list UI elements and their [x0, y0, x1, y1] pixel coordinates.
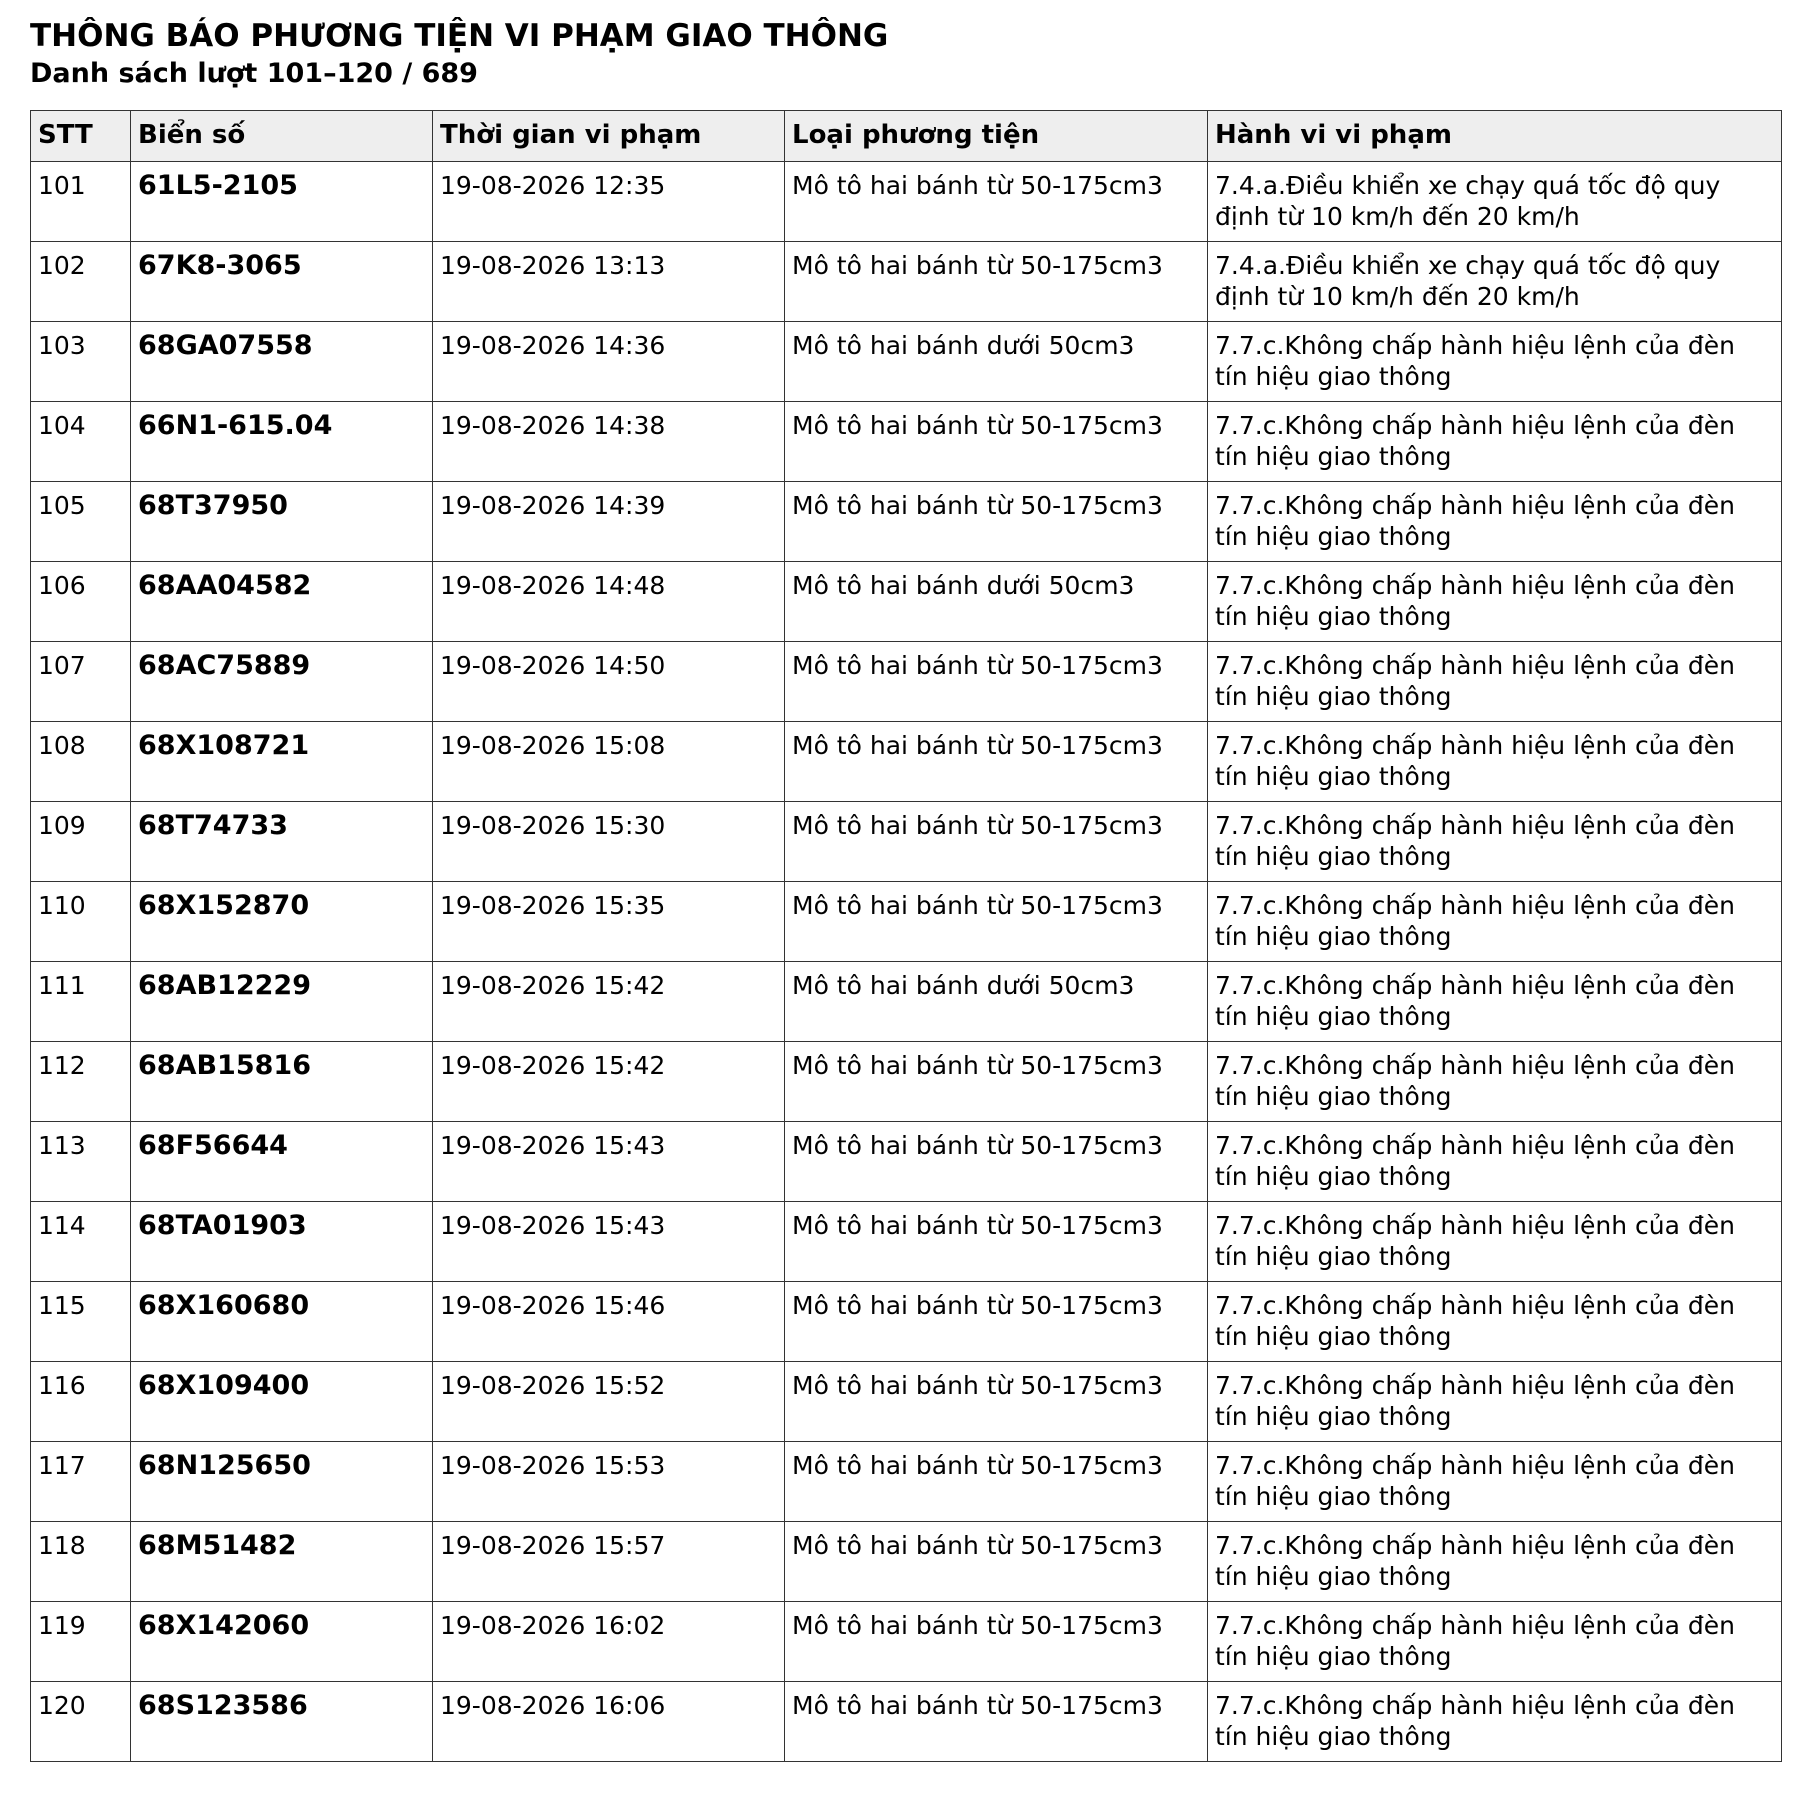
cell-stt: 106	[31, 562, 131, 642]
cell-plate: 68T37950	[131, 482, 433, 562]
cell-stt: 111	[31, 962, 131, 1042]
cell-vehicle-type: Mô tô hai bánh từ 50-175cm3	[785, 402, 1208, 482]
cell-plate: 61L5-2105	[131, 162, 433, 242]
cell-violation: 7.7.c.Không chấp hành hiệu lệnh của đèn tín hiệu giao thông	[1208, 1522, 1782, 1602]
cell-violation: 7.7.c.Không chấp hành hiệu lệnh của đèn tín hiệu giao thông	[1208, 482, 1782, 562]
cell-violation: 7.7.c.Không chấp hành hiệu lệnh của đèn tín hiệu giao thông	[1208, 1122, 1782, 1202]
cell-violation: 7.7.c.Không chấp hành hiệu lệnh của đèn tín hiệu giao thông	[1208, 642, 1782, 722]
cell-stt: 109	[31, 802, 131, 882]
cell-time: 19-08-2026 14:36	[433, 322, 785, 402]
cell-time: 19-08-2026 15:43	[433, 1122, 785, 1202]
table-header-row	[31, 111, 1782, 162]
column-header-time: Thời gian vi phạm	[433, 111, 785, 162]
table-row	[31, 162, 1782, 242]
cell-time: 19-08-2026 15:43	[433, 1202, 785, 1282]
cell-vehicle-type: Mô tô hai bánh từ 50-175cm3	[785, 882, 1208, 962]
cell-plate: 68X152870	[131, 882, 433, 962]
cell-stt: 104	[31, 402, 131, 482]
cell-violation: 7.7.c.Không chấp hành hiệu lệnh của đèn tín hiệu giao thông	[1208, 1282, 1782, 1362]
cell-plate: 68X109400	[131, 1362, 433, 1442]
cell-plate: 67K8-3065	[131, 242, 433, 322]
cell-time: 19-08-2026 14:50	[433, 642, 785, 722]
cell-plate: 68S123586	[131, 1682, 433, 1762]
table-row	[31, 1682, 1782, 1762]
cell-time: 19-08-2026 13:13	[433, 242, 785, 322]
table-row	[31, 1442, 1782, 1522]
cell-vehicle-type: Mô tô hai bánh từ 50-175cm3	[785, 162, 1208, 242]
table-row	[31, 1202, 1782, 1282]
cell-time: 19-08-2026 14:48	[433, 562, 785, 642]
cell-vehicle-type: Mô tô hai bánh từ 50-175cm3	[785, 1362, 1208, 1442]
cell-stt: 112	[31, 1042, 131, 1122]
cell-time: 19-08-2026 16:06	[433, 1682, 785, 1762]
cell-violation: 7.7.c.Không chấp hành hiệu lệnh của đèn tín hiệu giao thông	[1208, 802, 1782, 882]
column-header-vehicle-type: Loại phương tiện	[785, 111, 1208, 162]
cell-plate: 68T74733	[131, 802, 433, 882]
cell-time: 19-08-2026 15:08	[433, 722, 785, 802]
table-row	[31, 802, 1782, 882]
cell-vehicle-type: Mô tô hai bánh từ 50-175cm3	[785, 1442, 1208, 1522]
cell-time: 19-08-2026 16:02	[433, 1602, 785, 1682]
cell-plate: 68AA04582	[131, 562, 433, 642]
cell-time: 19-08-2026 15:53	[433, 1442, 785, 1522]
column-header-stt: STT	[31, 111, 131, 162]
cell-violation: 7.7.c.Không chấp hành hiệu lệnh của đèn tín hiệu giao thông	[1208, 402, 1782, 482]
column-header-plate: Biển số	[131, 111, 433, 162]
cell-time: 19-08-2026 14:38	[433, 402, 785, 482]
table-row	[31, 882, 1782, 962]
cell-plate: 68N125650	[131, 1442, 433, 1522]
table-row	[31, 642, 1782, 722]
cell-plate: 68TA01903	[131, 1202, 433, 1282]
cell-stt: 114	[31, 1202, 131, 1282]
cell-vehicle-type: Mô tô hai bánh từ 50-175cm3	[785, 1682, 1208, 1762]
cell-vehicle-type: Mô tô hai bánh từ 50-175cm3	[785, 1282, 1208, 1362]
cell-vehicle-type: Mô tô hai bánh dưới 50cm3	[785, 562, 1208, 642]
cell-time: 19-08-2026 15:42	[433, 962, 785, 1042]
cell-vehicle-type: Mô tô hai bánh dưới 50cm3	[785, 322, 1208, 402]
cell-stt: 105	[31, 482, 131, 562]
cell-plate: 68X108721	[131, 722, 433, 802]
cell-vehicle-type: Mô tô hai bánh từ 50-175cm3	[785, 1602, 1208, 1682]
table-row	[31, 402, 1782, 482]
cell-violation: 7.7.c.Không chấp hành hiệu lệnh của đèn tín hiệu giao thông	[1208, 962, 1782, 1042]
column-header-violation: Hành vi vi phạm	[1208, 111, 1782, 162]
cell-plate: 68GA07558	[131, 322, 433, 402]
cell-stt: 101	[31, 162, 131, 242]
cell-time: 19-08-2026 12:35	[433, 162, 785, 242]
table-row	[31, 482, 1782, 562]
cell-stt: 116	[31, 1362, 131, 1442]
table-row	[31, 1042, 1782, 1122]
cell-violation: 7.4.a.Điều khiển xe chạy quá tốc độ quy định từ 10 km/h đến 20 km/h	[1208, 162, 1782, 242]
cell-stt: 102	[31, 242, 131, 322]
cell-stt: 113	[31, 1122, 131, 1202]
cell-violation: 7.7.c.Không chấp hành hiệu lệnh của đèn tín hiệu giao thông	[1208, 1442, 1782, 1522]
cell-plate: 68M51482	[131, 1522, 433, 1602]
cell-stt: 117	[31, 1442, 131, 1522]
cell-stt: 108	[31, 722, 131, 802]
cell-vehicle-type: Mô tô hai bánh từ 50-175cm3	[785, 482, 1208, 562]
table-row	[31, 1522, 1782, 1602]
cell-stt: 120	[31, 1682, 131, 1762]
cell-stt: 103	[31, 322, 131, 402]
table-row	[31, 722, 1782, 802]
cell-plate: 66N1-615.04	[131, 402, 433, 482]
cell-stt: 115	[31, 1282, 131, 1362]
cell-time: 19-08-2026 15:57	[433, 1522, 785, 1602]
table-header	[31, 111, 1782, 162]
table-row	[31, 562, 1782, 642]
cell-plate: 68AC75889	[131, 642, 433, 722]
cell-plate: 68AB12229	[131, 962, 433, 1042]
table-row	[31, 962, 1782, 1042]
cell-violation: 7.7.c.Không chấp hành hiệu lệnh của đèn tín hiệu giao thông	[1208, 562, 1782, 642]
cell-stt: 110	[31, 882, 131, 962]
table-row	[31, 1362, 1782, 1442]
page-subtitle: Danh sách lượt 101–120 / 689	[30, 58, 478, 89]
cell-time: 19-08-2026 15:42	[433, 1042, 785, 1122]
cell-violation: 7.4.a.Điều khiển xe chạy quá tốc độ quy định từ 10 km/h đến 20 km/h	[1208, 242, 1782, 322]
cell-vehicle-type: Mô tô hai bánh từ 50-175cm3	[785, 1042, 1208, 1122]
table-row	[31, 1122, 1782, 1202]
cell-violation: 7.7.c.Không chấp hành hiệu lệnh của đèn tín hiệu giao thông	[1208, 1682, 1782, 1762]
cell-violation: 7.7.c.Không chấp hành hiệu lệnh của đèn tín hiệu giao thông	[1208, 882, 1782, 962]
cell-vehicle-type: Mô tô hai bánh dưới 50cm3	[785, 962, 1208, 1042]
cell-violation: 7.7.c.Không chấp hành hiệu lệnh của đèn tín hiệu giao thông	[1208, 1362, 1782, 1442]
cell-violation: 7.7.c.Không chấp hành hiệu lệnh của đèn tín hiệu giao thông	[1208, 1042, 1782, 1122]
cell-plate: 68AB15816	[131, 1042, 433, 1122]
cell-violation: 7.7.c.Không chấp hành hiệu lệnh của đèn tín hiệu giao thông	[1208, 322, 1782, 402]
cell-violation: 7.7.c.Không chấp hành hiệu lệnh của đèn tín hiệu giao thông	[1208, 722, 1782, 802]
cell-plate: 68X160680	[131, 1282, 433, 1362]
cell-plate: 68F56644	[131, 1122, 433, 1202]
table-row	[31, 1282, 1782, 1362]
cell-vehicle-type: Mô tô hai bánh từ 50-175cm3	[785, 722, 1208, 802]
cell-stt: 119	[31, 1602, 131, 1682]
cell-time: 19-08-2026 15:35	[433, 882, 785, 962]
cell-vehicle-type: Mô tô hai bánh từ 50-175cm3	[785, 1202, 1208, 1282]
cell-violation: 7.7.c.Không chấp hành hiệu lệnh của đèn tín hiệu giao thông	[1208, 1602, 1782, 1682]
cell-time: 19-08-2026 15:52	[433, 1362, 785, 1442]
cell-time: 19-08-2026 15:30	[433, 802, 785, 882]
cell-stt: 118	[31, 1522, 131, 1602]
cell-time: 19-08-2026 15:46	[433, 1282, 785, 1362]
cell-time: 19-08-2026 14:39	[433, 482, 785, 562]
page-title: THÔNG BÁO PHƯƠNG TIỆN VI PHẠM GIAO THÔNG	[30, 18, 889, 54]
table-body	[31, 162, 1782, 1762]
cell-vehicle-type: Mô tô hai bánh từ 50-175cm3	[785, 1122, 1208, 1202]
cell-vehicle-type: Mô tô hai bánh từ 50-175cm3	[785, 802, 1208, 882]
violations-table	[30, 110, 1782, 1762]
cell-stt: 107	[31, 642, 131, 722]
table-row	[31, 242, 1782, 322]
cell-vehicle-type: Mô tô hai bánh từ 50-175cm3	[785, 1522, 1208, 1602]
cell-vehicle-type: Mô tô hai bánh từ 50-175cm3	[785, 642, 1208, 722]
cell-plate: 68X142060	[131, 1602, 433, 1682]
cell-vehicle-type: Mô tô hai bánh từ 50-175cm3	[785, 242, 1208, 322]
table-row	[31, 322, 1782, 402]
cell-violation: 7.7.c.Không chấp hành hiệu lệnh của đèn tín hiệu giao thông	[1208, 1202, 1782, 1282]
table-row	[31, 1602, 1782, 1682]
